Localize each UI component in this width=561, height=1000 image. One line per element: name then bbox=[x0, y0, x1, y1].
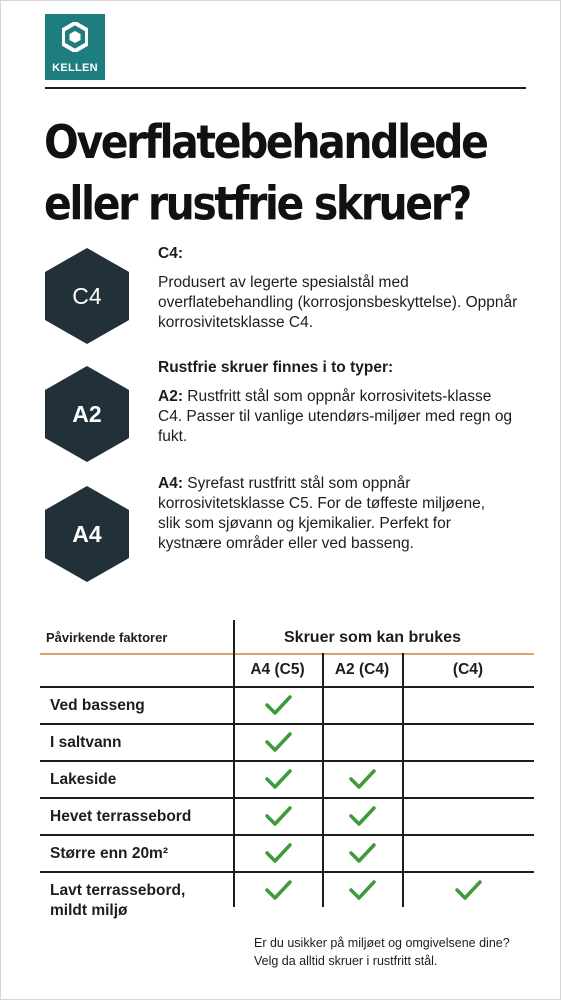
row-divider bbox=[40, 834, 534, 836]
a2-text: Rustfritt stål som oppnår korrosivitets-klasse C4. Passer til vanlige utendørs-miljøer med regn og fukt. bbox=[158, 388, 513, 445]
a4-description bbox=[158, 474, 498, 554]
c4-badge bbox=[45, 248, 129, 344]
top-divider bbox=[45, 87, 526, 89]
check-icon bbox=[348, 768, 376, 790]
check-icon bbox=[454, 879, 482, 901]
footer-line-2: Velg da alltid skruer i rustfritt stål. bbox=[254, 954, 438, 968]
column-header-1: A4 (C5) bbox=[250, 661, 305, 678]
row-label: Ved basseng bbox=[50, 697, 145, 714]
row-divider bbox=[40, 723, 534, 725]
a2-badge-label: A2 bbox=[72, 400, 102, 427]
footer-note bbox=[254, 934, 554, 970]
check-icon bbox=[264, 879, 292, 901]
stainless-intro: Rustfrie skruer finnes i to typer: bbox=[158, 359, 394, 376]
screws-group-header: Skruer som kan brukes bbox=[284, 629, 461, 646]
check-icon bbox=[348, 805, 376, 827]
check-icon bbox=[264, 731, 292, 753]
footer-line-1: Er du usikker på miljøet og omgivelsene dine? bbox=[254, 936, 510, 950]
column-header-3: (C4) bbox=[452, 661, 484, 678]
c4-description bbox=[158, 244, 538, 333]
row-divider bbox=[40, 760, 534, 762]
c4-heading: C4: bbox=[158, 245, 183, 262]
factor-column-header: Påvirkende faktorer bbox=[46, 630, 168, 645]
a2-body bbox=[158, 387, 518, 447]
a4-badge-label: A4 bbox=[72, 520, 102, 547]
a2-lead: A2: bbox=[158, 388, 183, 405]
row-label: Lavt terrassebord, mildt miljø bbox=[50, 882, 186, 919]
check-icon bbox=[264, 842, 292, 864]
column-divider-1 bbox=[322, 653, 324, 907]
check-icon bbox=[348, 879, 376, 901]
a4-text: Syrefast rustfritt stål som oppnår korrosivitetsklasse C5. For de tøffeste miljøene, slik som sjøvann og kjemikalier. Perfekt for kystnære områder eller ved basseng. bbox=[158, 475, 486, 552]
a4-lead: A4: bbox=[158, 475, 183, 492]
title-line-1: Overflatebehandlede bbox=[44, 115, 487, 170]
a2-description bbox=[158, 358, 538, 447]
check-icon bbox=[264, 805, 292, 827]
hexagon-logo-icon bbox=[62, 22, 88, 52]
title-line-2: eller rustfrie skruer? bbox=[44, 176, 470, 231]
row-divider bbox=[40, 797, 534, 799]
row-label: Lakeside bbox=[50, 771, 117, 788]
column-header-2: A2 (C4) bbox=[334, 661, 390, 678]
c4-badge-label: C4 bbox=[72, 282, 102, 309]
check-icon bbox=[264, 694, 292, 716]
check-icon bbox=[264, 768, 292, 790]
row-label: Større enn 20m² bbox=[50, 845, 169, 862]
row-divider bbox=[40, 871, 534, 873]
column-divider-2 bbox=[402, 653, 404, 907]
check-icon bbox=[348, 842, 376, 864]
row-label: I saltvann bbox=[50, 734, 122, 751]
c4-body: Produsert av legerte spesialstål med overflatebehandling (korrosjonsbeskyttelse). Oppnår korrosivitetsklasse C4. bbox=[158, 274, 518, 331]
a2-badge bbox=[45, 366, 129, 462]
row-label: Hevet terrassebord bbox=[50, 808, 192, 825]
header-divider bbox=[40, 653, 534, 655]
row-divider bbox=[40, 686, 534, 688]
page-title bbox=[44, 112, 544, 235]
kellen-logo bbox=[45, 14, 105, 80]
a4-badge bbox=[45, 486, 129, 582]
logo-text: KELLEN bbox=[52, 62, 98, 74]
